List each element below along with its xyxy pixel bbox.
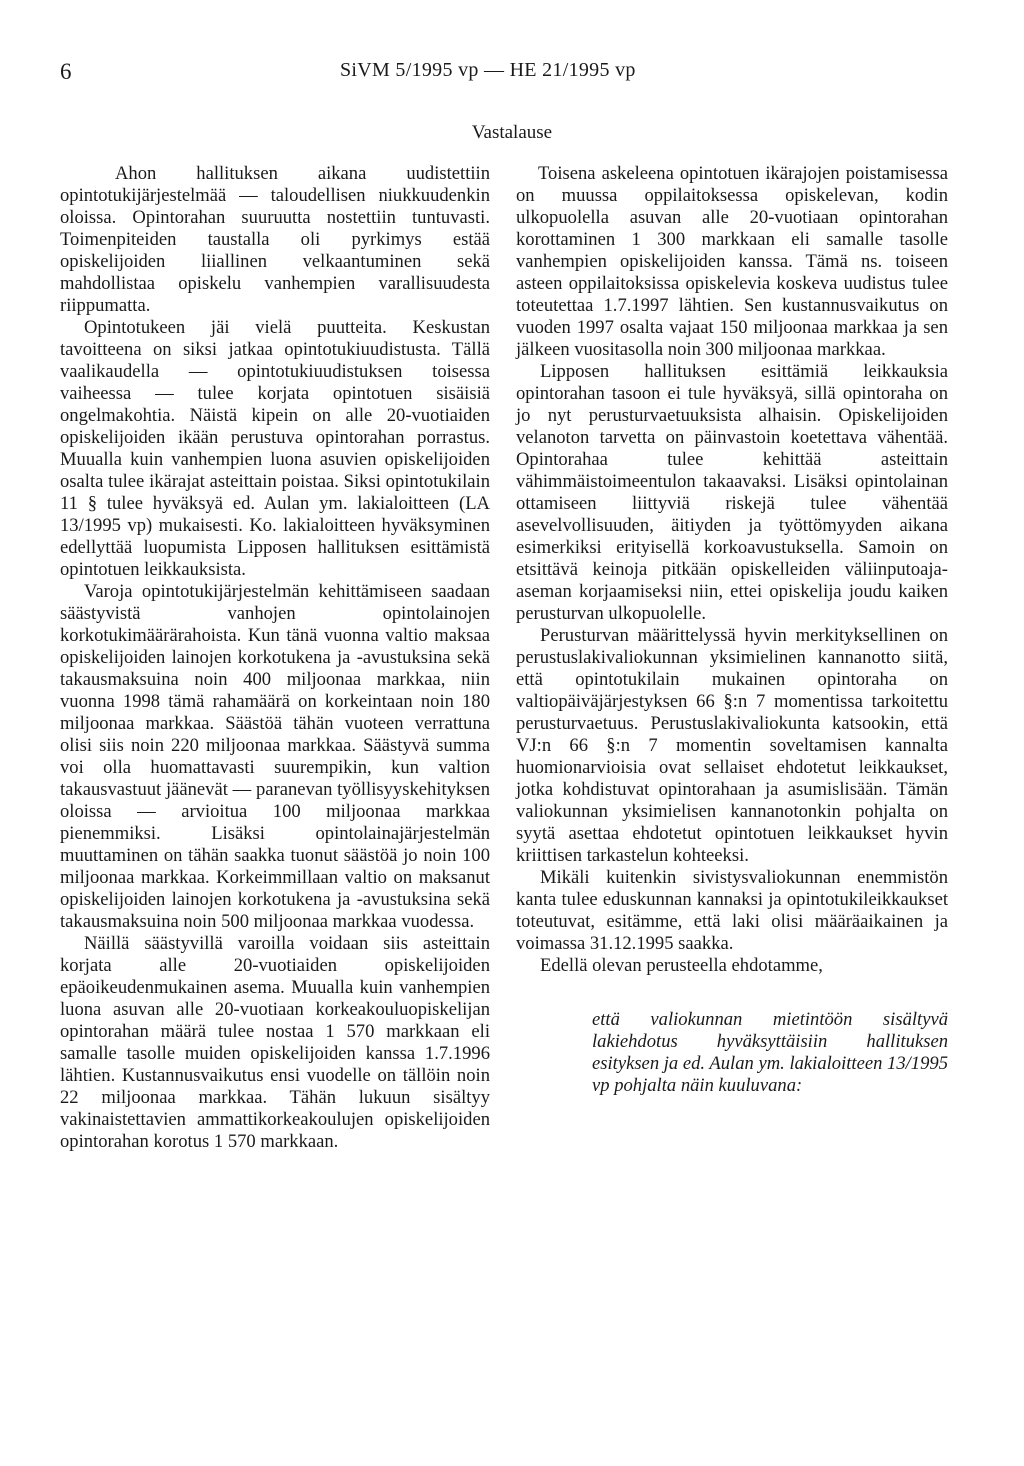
paragraph: Edellä olevan perusteella ehdotamme,	[540, 955, 823, 976]
running-head: SiVM 5/1995 vp — HE 21/1995 vp	[340, 59, 636, 81]
paragraph: Mikäli kuitenkin sivistysvaliokunnan enemmistön kanta tulee eduskunnan kannaksi ja opintotukileikkaukset toteutuvat, esitämme, että laki olisi määräaikainen ja voimassa 31.12.1995 saakka.	[516, 867, 948, 954]
paragraph: Opintotukeen jäi vielä puutteita. Keskustan tavoitteena on siksi jatkaa opintotukiuudistusta. Tällä vaalikaudella — opintotukiuudistuksen toisessa vaiheessa — tulee korjata opintotuen sisäisiä ongelmakohtia. Näistä kipein on alle 20-vuotiaiden opiskelijoiden ikään perustuva opintorahan porrastus. Muualla kuin vanhempien luona asuvien opiskelijoiden osalta tulee ikärajat asteittain poistaa. Siksi opintotukilain 11 § tulee hyväksyä ed. Aulan ym. lakialoitteen (LA 13/1995 vp) mukaisesti. Ko. lakialoitteen hyväksyminen edellyttää luopumista Lipposen hallituksen esittämistä opintotuen leikkauksista.	[60, 317, 490, 580]
proposal-text: että valiokunnan mietintöön sisältyvä lakiehdotus hyväksyttäisiin hallituksen esityksen ja ed. Aulan ym. lakialoitteen 13/1995 vp pohjalta näin kuuluvana:	[592, 1009, 948, 1096]
left-column	[60, 163, 490, 1153]
paragraph: Perusturvan määrittelyssä hyvin merkityksellinen on perustuslakivaliokunnan yksimielinen kannanotto siitä, että opintotukilain mukainen opintoraha on valtiopäiväjärjestyksen 66 §:n 7 momentissa tarkoitettu perusturvaetuus. Perustuslakivaliokunta katsookin, että VJ:n 66 §:n 7 momentin soveltamisen kannalta huomionarvioisia ovat sellaiset ehdotetut leikkaukset, jotka kohdistuvat opintorahaan ja asumislisään. Tämän valiokunnan yksimielisen kannanotonkin pohjalta on syytä asettaa ehdotetut opintotuen leikkaukset hyvin kriittisen tarkastelun kohteeksi.	[516, 625, 948, 866]
section-title: Vastalause	[471, 122, 553, 143]
page-number: 6	[60, 59, 72, 84]
paragraph: Toisena askeleena opintotuen ikärajojen poistamisessa on muussa oppilaitoksessa opiskelevan, kodin ulkopuolella asuvan alle 20-vuotiaan opintorahan korottaminen 1 300 markkaan eli samalle tasolle vanhempien opiskelijoiden kanssa. Tämä ns. toiseen asteen oppilaitoksissa opiskelevia koskeva uudistus tulee toteutettaa 1.7.1997 lähtien. Sen kustannusvaikutus on vuoden 1997 osalta vajaat 150 miljoonaa markkaa ja sen jälkeen vuositasolla noin 300 miljoonaa markkaa.	[516, 163, 948, 360]
paragraph: Näillä säästyvillä varoilla voidaan siis asteittain korjata alle 20-vuotiaiden opiskelijoiden epäoikeudenmukainen asema. Muualla kuin vanhempien luona asuvan alle 20-vuotiaan korkeakouluopiskelijan opintorahan määrä tulee nostaa 1 570 markkaan eli samalle tasolle muiden opiskelijoiden kanssa 1.7.1996 lähtien. Kustannusvaikutus ensi vuodelle on tällöin noin 22 miljoonaa markkaa. Tähän lukuun sisältyy vakinaistettavien ammattikorkeakoulujen opiskelijoiden opintorahan korotus 1 570 markkaan.	[60, 933, 490, 1152]
paragraph: Lipposen hallituksen esittämiä leikkauksia opintorahan tasoon ei tule hyväksyä, sillä opintoraha on jo nyt perusturvaetuuksista alhaisin. Opiskelijoiden velanoton tarvetta on päinvastoin koetettava vähentää. Opintorahaa tulee kehittää asteittain vähimmäistoimeentulon takaavaksi. Lisäksi opintolainan ottamiseen liittyviä riskejä tulee vähentää asevelvollisuuden, äitiyden ja työttömyyden aikana esimerkiksi erityisellä korkoavustuksella. Samoin on etsittävä keinoja pitkään opiskelleiden väliinputoaja-aseman korjaamiseksi niin, ettei opiskelija joudu kaiken perusturvan ulkopuolelle.	[516, 361, 948, 624]
page-header	[60, 55, 960, 95]
right-column	[516, 163, 948, 1097]
paragraph: Varoja opintotukijärjestelmän kehittämiseen saadaan säästyvistä vanhojen opintolainojen korkotukimäärärahoista. Kun tänä vuonna valtio maksaa opiskelijoiden lainojen korkotukena ja -avustuksina sekä takausmaksuina noin 400 miljoonaa markkaa, niin vuonna 1998 tämä rahamäärä on korkeintaan noin 180 miljoonaa markkaa. Säästöä tähän vuoteen verrattuna olisi siis noin 220 miljoonaa markkaa. Säästyvä summa voi olla huomattavasti suurempikin, kun valtion takausvastuut jäänevät — paranevan työllisyyskehityksen oloissa — arvioitua 100 miljoonaa markkaa pienemmiksi. Lisäksi opintolainajärjestelmän muuttaminen on tähän saakka tuonut säästöä jo noin 100 miljoonaa markkaa. Korkeimmillaan valtio on maksanut opiskelijoiden lainojen korkotukena ja -avustuksina sekä takausmaksuina noin 500 miljoonaa markkaa vuodessa.	[60, 581, 490, 932]
paragraph: Ahon hallituksen aikana uudistettiin opintotukijärjestelmää — taloudellisen niukkuudenkin oloissa. Opintorahan suuruutta nostettiin tuntuvasti. Toimenpiteiden taustalla oli pyrkimys estää opiskelijoiden liiallinen velkaantuminen sekä mahdollistaa opiskelu vanhempien varallisuudesta riippumatta.	[60, 163, 490, 316]
